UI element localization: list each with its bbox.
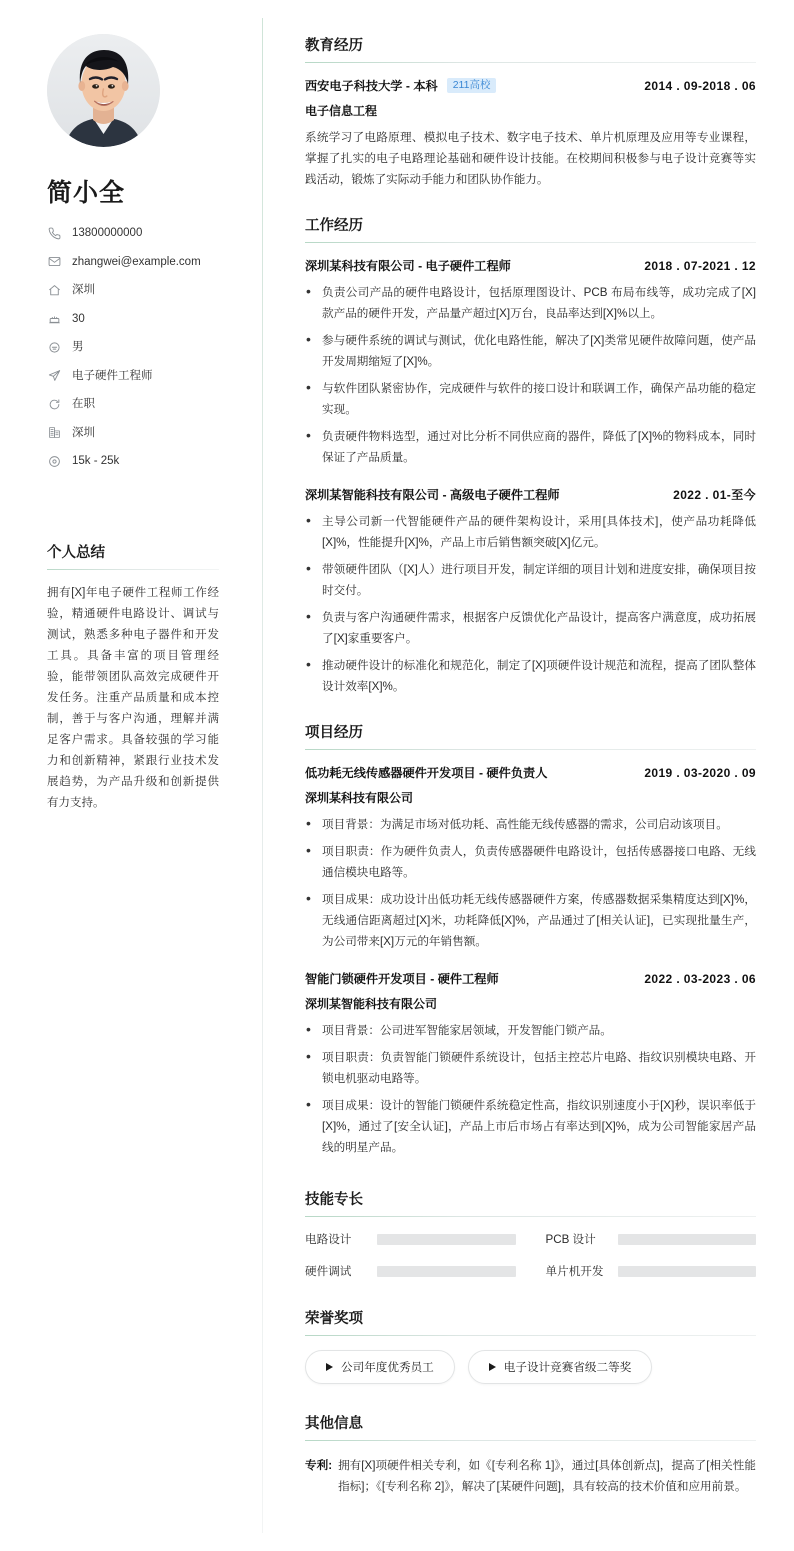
contact-item-hometown [47, 282, 233, 298]
skills-section [305, 1188, 756, 1279]
skill-row-2 [305, 1263, 516, 1279]
list-item: • 参与硬件系统的调试与测试，优化电路性能，解决了[X]类常见硬件故障问题，使产品开发周期缩短了[X]%。 [305, 330, 756, 372]
education-date: 2014 . 09-2018 . 06 [644, 79, 756, 93]
cake-icon [47, 311, 62, 326]
work-heading: 工作经历 [305, 214, 756, 243]
work-entry-header [305, 257, 756, 274]
project-company: 深圳某智能科技有限公司 [305, 997, 438, 1011]
play-triangle-icon [326, 1363, 333, 1371]
skill-row-0 [305, 1231, 516, 1247]
contact-value-gender: 男 [72, 341, 84, 353]
refresh-icon [47, 397, 62, 412]
envelope-icon [47, 254, 62, 269]
summary-heading: 个人总结 [47, 541, 219, 570]
contact-value-position: 电子硬件工程师 [72, 369, 153, 382]
list-item: • 项目成果：设计的智能门锁硬件系统稳定性高，指纹识别速度小于[X]秒，误识率低于[X]%，通过了[安全认证]，产品上市后市场占有率达到[X]%，成为公司智能家居产品线的明星产品。 [305, 1095, 756, 1158]
work-section [305, 214, 756, 697]
awards-heading: 荣誉奖项 [305, 1307, 756, 1336]
contact-value-phone: 13800000000 [72, 227, 143, 239]
work-bullets [305, 511, 756, 697]
education-school-row [305, 77, 496, 94]
award-label: 电子设计竞赛省级二等奖 [503, 1361, 632, 1374]
summary-text: 拥有[X]年电子硬件工程师工作经验，精通硬件电路设计、调试与测试，熟悉多种电子器件和开发工具。具备丰富的项目管理经验，能带领团队高效完成硬件开发任务。注重产品质量和成本控制，善于与客户沟通，理解并满足客户需求。具备较强的学习能力和创新精神，紧跟行业技术发展趋势，为产品升级和创新提供有力支持。 [47, 587, 219, 809]
work-entry [305, 486, 756, 697]
work-title: 深圳某智能科技有限公司 - 高级电子硬件工程师 [305, 488, 560, 502]
contact-item-gender [47, 339, 233, 355]
skill-bar [618, 1234, 757, 1245]
work-date: 2022 . 01-至今 [673, 488, 756, 502]
project-company: 深圳某科技有限公司 [305, 791, 414, 805]
contact-item-salary [47, 453, 233, 469]
portrait-photo-icon [47, 34, 160, 147]
skill-label: 电路设计 [305, 1233, 352, 1246]
other-value: 拥有[X]项硬件相关专利，如《[专利名称 1]》，通过[具体创新点]，提高了[相关性能指标]；《[专利名称 2]》，解决了[某硬件问题]，具有较高的技术价值和应用前景。 [338, 1459, 756, 1493]
contact-list [47, 225, 233, 469]
work-entry [305, 257, 756, 468]
skill-row-3 [546, 1263, 757, 1279]
other-heading: 其他信息 [305, 1412, 756, 1441]
list-item: • 负责公司产品的硬件电路设计，包括原理图设计、PCB 布局布线等，成功完成了[X]款产品的硬件开发，产品量产超过[X]万台，良品率达到[X]%以上。 [305, 282, 756, 324]
work-date: 2018 . 07-2021 . 12 [644, 259, 756, 273]
other-section [305, 1412, 756, 1497]
education-section [305, 34, 756, 190]
education-heading: 教育经历 [305, 34, 756, 63]
skills-heading: 技能专长 [305, 1188, 756, 1217]
list-item: • 项目成果：成功设计出低功耗无线传感器硬件方案，传感器数据采集精度达到[X]%，无线通信距离超过[X]米，功耗降低[X]%，产品通过了[相关认证]，已实现批量生产，为公司带来[X]万元的年销售额。 [305, 889, 756, 952]
contact-item-email [47, 254, 233, 270]
project-bullets [305, 814, 756, 952]
building-icon [47, 425, 62, 440]
work-title: 深圳某科技有限公司 - 电子硬件工程师 [305, 259, 511, 273]
contact-item-job-status [47, 396, 233, 412]
coin-icon [47, 454, 62, 469]
project-entry-header [305, 764, 756, 781]
projects-heading: 项目经历 [305, 721, 756, 750]
education-description: 系统学习了电路原理、模拟电子技术、数字电子技术、单片机原理及应用等专业课程，掌握了扎实的电子电路理论基础和硬件设计技能。在校期间积极参与电子设计竞赛等实践活动，锻炼了实际动手能力和团队协作能力。 [305, 131, 756, 186]
sidebar [0, 0, 263, 1551]
skills-grid [305, 1231, 756, 1279]
phone-icon [47, 226, 62, 241]
contact-value-email: zhangwei@example.com [72, 255, 201, 268]
work-entry-header [305, 486, 756, 503]
project-entry [305, 970, 756, 1158]
list-item: • 项目职责：负责智能门锁硬件系统设计，包括主控芯片电路、指纹识别模块电路、开锁电机驱动电路等。 [305, 1047, 756, 1089]
award-label: 公司年度优秀员工 [341, 1361, 434, 1374]
skill-bar [377, 1266, 516, 1277]
contact-value-city: 深圳 [72, 426, 95, 439]
home-icon [47, 283, 62, 298]
contact-item-phone [47, 225, 233, 241]
education-major: 电子信息工程 [305, 104, 378, 118]
list-item: • 项目背景：为满足市场对低功耗、高性能无线传感器的需求，公司启动该项目。 [305, 814, 756, 835]
main-content [263, 0, 794, 1551]
education-badge: 211高校 [447, 78, 497, 94]
project-entry [305, 764, 756, 952]
list-item: • 负责硬件物料选型，通过对比分析不同供应商的器件，降低了[X]%的物料成本，同时保证了产品质量。 [305, 426, 756, 468]
education-entry-header [305, 77, 756, 94]
award-chip[interactable] [468, 1350, 653, 1384]
contact-item-position [47, 368, 233, 384]
project-entry-header [305, 970, 756, 987]
contact-value-age: 30 [72, 312, 85, 325]
avatar [47, 34, 160, 147]
summary-section [47, 541, 233, 814]
work-bullets [305, 282, 756, 468]
list-item: • 与软件团队紧密协作，完成硬件与软件的接口设计和联调工作，确保产品功能的稳定实现。 [305, 378, 756, 420]
play-triangle-icon [489, 1363, 496, 1371]
contact-item-city [47, 425, 233, 441]
project-bullets [305, 1020, 756, 1158]
skill-row-1 [546, 1231, 757, 1247]
awards-section [305, 1307, 756, 1384]
contact-value-job-status: 在职 [72, 398, 95, 410]
projects-section [305, 721, 756, 1158]
skill-label: 单片机开发 [545, 1265, 604, 1278]
list-item: • 主导公司新一代智能硬件产品的硬件架构设计，采用[具体技术]，使产品功耗降低[X]%，性能提升[X]%，产品上市后销售额突破[X]亿元。 [305, 511, 756, 553]
project-title: 智能门锁硬件开发项目 - 硬件工程师 [305, 972, 499, 986]
contact-item-age [47, 311, 233, 327]
project-date: 2019 . 03-2020 . 09 [644, 766, 756, 780]
other-row [305, 1455, 756, 1497]
contact-value-salary: 15k - 25k [72, 455, 120, 467]
education-entry [305, 77, 756, 190]
skill-bar [618, 1266, 757, 1277]
project-date: 2022 . 03-2023 . 06 [644, 972, 756, 986]
list-item: • 推动硬件设计的标准化和规范化，制定了[X]项硬件设计规范和流程，提高了团队整体设计效率[X]%。 [305, 655, 756, 697]
paper-plane-icon [47, 368, 62, 383]
person-name: 简小全 [47, 179, 126, 207]
gender-icon [47, 340, 62, 355]
skill-label: PCB 设计 [545, 1233, 596, 1246]
list-item: • 项目职责：作为硬件负责人，负责传感器硬件电路设计，包括传感器接口电路、无线通信模块电路等。 [305, 841, 756, 883]
list-item: • 项目背景：公司进军智能家居领域，开发智能门锁产品。 [305, 1020, 756, 1041]
skill-bar [377, 1234, 516, 1245]
contact-value-hometown: 深圳 [72, 284, 95, 296]
awards-list [305, 1350, 756, 1384]
other-key: 专利: [305, 1459, 333, 1472]
education-school: 西安电子科技大学 - 本科 [305, 79, 438, 93]
award-chip[interactable] [305, 1350, 455, 1384]
skill-label: 硬件调试 [305, 1265, 352, 1278]
list-item: • 负责与客户沟通硬件需求，根据客户反馈优化产品设计，提高客户满意度，成功拓展了[X]家重要客户。 [305, 607, 756, 649]
project-title: 低功耗无线传感器硬件开发项目 - 硬件负责人 [305, 766, 548, 780]
list-item: • 带领硬件团队（[X]人）进行项目开发，制定详细的项目计划和进度安排，确保项目按时交付。 [305, 559, 756, 601]
